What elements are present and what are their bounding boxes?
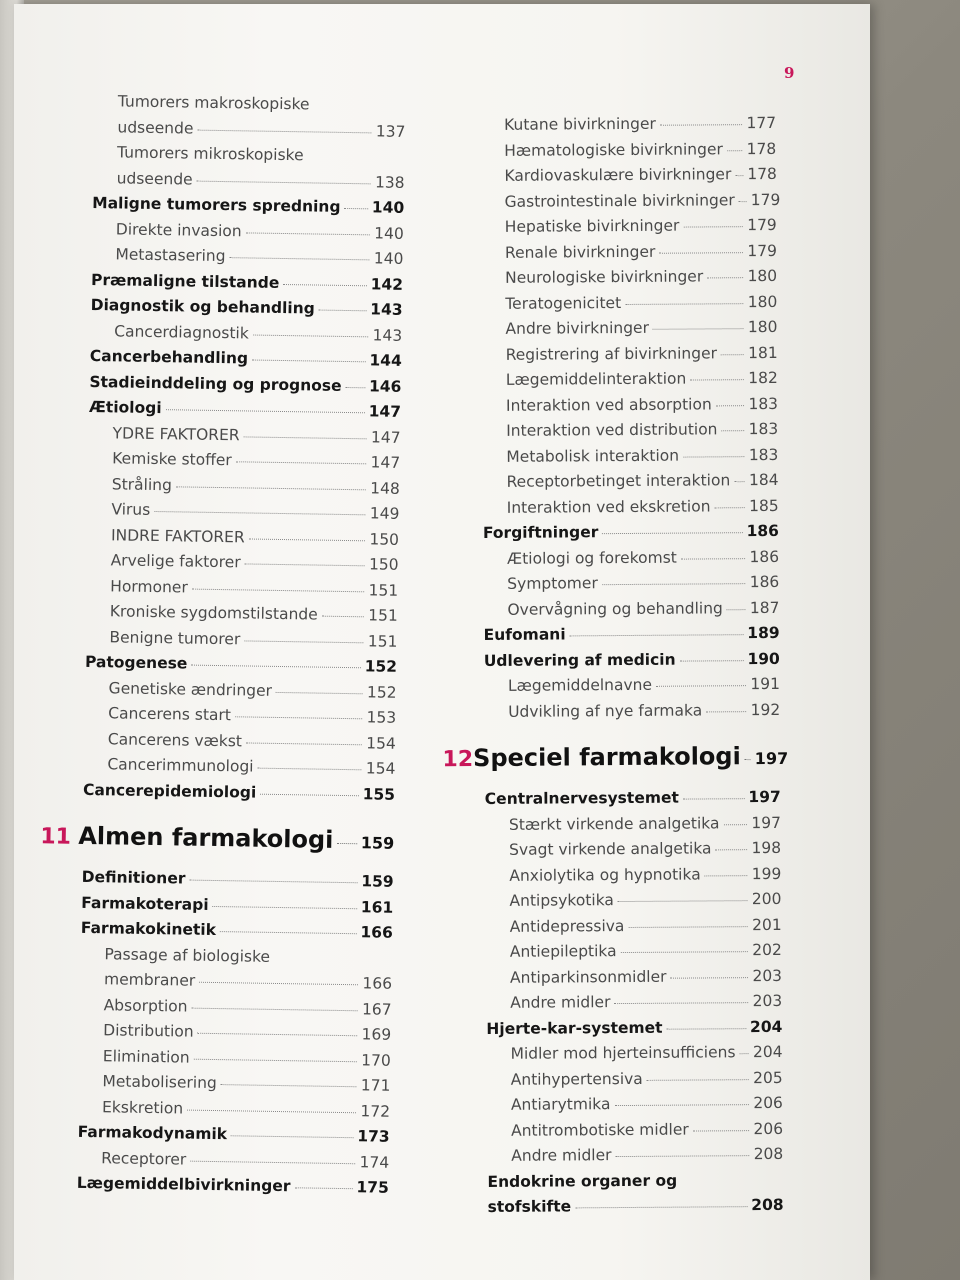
toc-page-number: 175: [356, 1178, 389, 1197]
toc-page-number: 152: [364, 657, 398, 676]
dot-leader: [706, 711, 746, 712]
toc-subsection: [485, 890, 781, 918]
toc-entry-wrapped-line: Endokrine organer og: [487, 1171, 678, 1191]
toc-label: Kardiovaskulære bivirkninger: [504, 165, 732, 185]
toc-label: Definitioner: [81, 867, 186, 888]
toc-subsection: [483, 496, 779, 524]
toc-label: Registrering af bivirkninger: [505, 343, 718, 364]
dot-leader: [213, 905, 357, 908]
chapter-title: Almen farmakologi: [78, 821, 334, 854]
toc-page-number: 171: [360, 1076, 391, 1095]
toc-label: membraner: [103, 970, 196, 990]
toc-label: Cancerens vækst: [107, 729, 243, 750]
toc-page-number: 186: [746, 521, 779, 541]
toc-page-number: 203: [752, 991, 783, 1011]
dot-leader: [625, 303, 744, 305]
dot-leader: [191, 665, 360, 669]
dot-leader: [621, 951, 749, 953]
dot-leader: [734, 481, 745, 482]
toc-subsection: [486, 941, 782, 969]
dot-leader: [199, 982, 358, 986]
toc-page-number: 199: [751, 864, 782, 883]
toc-subsection: [482, 420, 778, 448]
toc-page-number: 177: [746, 113, 777, 133]
toc-subsection: [480, 114, 776, 142]
toc-label: Interaktion ved ekskretion: [506, 496, 711, 517]
toc-label: Anxiolytika og hypnotika: [509, 864, 701, 885]
toc-label: Hæmatologiske bivirkninger: [504, 139, 723, 160]
toc-page-number: 202: [752, 940, 782, 960]
toc-entry-wrapped-line: Tumorers mikroskopiske: [116, 143, 304, 165]
toc-page-number: 140: [374, 223, 404, 243]
toc-label: Teratogenicitet: [505, 293, 622, 313]
dot-leader: [230, 257, 370, 260]
dot-leader: [258, 768, 362, 771]
toc-label: Antiparkinsonmidler: [509, 967, 667, 987]
dot-leader: [249, 538, 366, 541]
toc-label: Centralnervesystemet: [484, 788, 679, 808]
toc-label: Ætiologi: [88, 397, 162, 418]
toc-page-number: 138: [374, 172, 405, 192]
dot-leader: [189, 880, 357, 884]
toc-label: Diagnostik og behandling: [90, 295, 315, 318]
dot-leader: [735, 175, 743, 176]
dot-leader: [723, 824, 747, 825]
dot-leader: [739, 201, 747, 202]
toc-subsection: [486, 992, 782, 1020]
toc-section: [484, 624, 780, 652]
toc-page-number: 208: [751, 1195, 784, 1215]
dot-leader: [252, 360, 365, 363]
dot-leader: [602, 583, 746, 585]
dot-leader: [680, 660, 744, 661]
toc-page-number: 189: [747, 623, 780, 643]
toc-page-number: 183: [748, 445, 779, 464]
toc-page-number: 151: [368, 580, 399, 600]
toc-label: Antiarytmika: [510, 1095, 611, 1114]
toc-label: Patogenese: [84, 652, 188, 673]
toc-page-number: 206: [753, 1093, 783, 1113]
toc-section: [486, 1017, 782, 1045]
toc-label: Eufomani: [483, 625, 566, 644]
chapter-heading: [442, 742, 789, 788]
page-number: 9: [784, 64, 795, 82]
toc-label: Svagt virkende analgetika: [509, 839, 712, 859]
toc-page-number: 204: [749, 1017, 783, 1036]
toc-page-number: 201: [751, 915, 782, 934]
toc-label: Maligne tumorers spredning: [92, 193, 341, 216]
toc-label: Neurologiske bivirkninger: [505, 267, 704, 287]
toc-label: Arvelige faktorer: [110, 551, 241, 572]
toc-label: Virus: [111, 500, 151, 519]
toc-page-number: 182: [748, 368, 778, 388]
dot-leader: [570, 634, 744, 636]
dot-leader: [618, 900, 748, 902]
toc-page-number: 187: [749, 598, 780, 617]
toc-label: Receptorbetinget interaktion: [506, 471, 731, 491]
toc-page-number: 137: [375, 121, 406, 141]
toc-label: Benigne tumorer: [109, 627, 241, 648]
dot-leader: [276, 691, 363, 693]
dot-leader: [575, 1206, 747, 1208]
toc-subsection: [480, 165, 776, 193]
toc-page-number: 192: [750, 700, 781, 719]
toc-page-number: 151: [368, 606, 398, 625]
toc-page-number: 161: [360, 897, 394, 917]
dot-leader: [683, 226, 743, 227]
dot-leader: [614, 1104, 749, 1106]
toc-label: INDRE FAKTORER: [110, 525, 245, 546]
toc-entry-wrapped-line: Passage af biologiske: [104, 944, 271, 966]
dot-leader: [246, 742, 362, 745]
toc-label: Cancerepidemiologi: [82, 780, 257, 802]
toc-label: udseende: [117, 117, 194, 138]
toc-right-column: [442, 113, 789, 1224]
toc-label: Farmakokinetik: [80, 918, 217, 940]
chapter-page-number: 159: [360, 833, 395, 853]
toc-page-number: 150: [368, 555, 399, 574]
toc-page-number: 143: [372, 325, 403, 345]
toc-section: [488, 1196, 784, 1224]
toc-label: Stadieinddeling og prognose: [89, 372, 342, 395]
chapter-title: Speciel farmakologi: [473, 742, 741, 773]
toc-page-number: 206: [753, 1119, 784, 1138]
toc-label: Absorption: [103, 995, 188, 1016]
dot-leader: [236, 461, 367, 464]
toc-section: [77, 1174, 389, 1204]
toc-subsection: [482, 369, 778, 397]
toc-page-number: 181: [748, 343, 778, 362]
toc-label: Stærkt virkende analgetika: [508, 813, 720, 834]
toc-page-number: 166: [360, 923, 393, 942]
dot-leader: [198, 1033, 358, 1037]
dot-leader: [681, 558, 746, 559]
toc-subsection: [481, 241, 777, 269]
toc-subsection: [486, 1043, 782, 1071]
toc-label: Udlevering af medicin: [483, 650, 676, 670]
toc-page-number: 151: [367, 631, 398, 651]
dot-leader: [715, 507, 746, 508]
toc-page-number: 205: [753, 1068, 783, 1087]
toc-label: Renale bivirkninger: [504, 242, 656, 262]
dot-leader: [166, 409, 365, 413]
dot-leader: [716, 405, 745, 406]
dot-leader: [683, 456, 745, 457]
dot-leader: [197, 180, 371, 184]
dot-leader: [319, 310, 366, 312]
dot-leader: [660, 124, 743, 126]
toc-label: Interaktion ved distribution: [506, 420, 718, 440]
toc-page-number: 172: [360, 1101, 391, 1121]
toc-label: Antipsykotika: [509, 891, 614, 910]
dot-leader: [197, 129, 371, 133]
toc-subsection: [487, 1068, 783, 1096]
toc-label: Lægemiddelnavne: [507, 675, 653, 695]
toc-label: Hjerte-kar-systemet: [486, 1018, 663, 1038]
toc-page-number: 159: [361, 872, 394, 891]
dot-leader: [670, 977, 748, 979]
dot-leader: [192, 1007, 358, 1011]
toc-page-number: 153: [366, 708, 397, 727]
toc-label: Cancerimmunologi: [107, 755, 254, 776]
dot-leader: [683, 798, 745, 799]
dot-leader: [614, 1002, 748, 1004]
toc-page-number: 180: [747, 266, 778, 286]
toc-page-number: 174: [359, 1152, 390, 1172]
toc-page-number: 155: [362, 784, 396, 804]
toc-subsection: [482, 343, 778, 371]
toc-subsection: [485, 864, 781, 892]
dot-leader: [721, 354, 744, 355]
dot-leader: [693, 1130, 750, 1131]
toc-page-number: 186: [749, 547, 780, 566]
toc-page-number: 152: [366, 682, 397, 702]
toc-subsection: [482, 394, 778, 422]
toc-page-number: 167: [361, 999, 392, 1019]
dot-leader: [154, 511, 366, 515]
dot-leader: [707, 277, 743, 278]
toc-page-number: 166: [362, 974, 393, 993]
toc-page-number: 146: [368, 376, 402, 396]
toc-label: Direkte invasion: [115, 219, 242, 240]
toc-subsection: [482, 471, 778, 499]
toc-subsection: [486, 915, 782, 943]
toc-page-number: 179: [747, 241, 778, 260]
toc-subsection: [486, 966, 782, 994]
toc-label: udseende: [116, 168, 193, 189]
toc-subsection: [487, 1094, 783, 1122]
toc-label: Antidepressiva: [509, 916, 625, 936]
toc-label: Genetiske ændringer: [108, 678, 273, 700]
toc-label: YDRE FAKTORER: [112, 423, 240, 444]
chapter-page-number: 197: [754, 748, 789, 769]
toc-label: Andre midler: [511, 1146, 612, 1165]
toc-label: Receptorer: [101, 1148, 187, 1169]
dot-leader: [176, 486, 366, 490]
dot-leader: [294, 1187, 352, 1189]
dot-leader: [628, 926, 748, 928]
toc-label: Farmakodynamik: [77, 1122, 228, 1144]
toc-label: Udvikling af nye farmaka: [508, 700, 703, 721]
toc-label: Andre midler: [510, 993, 611, 1012]
toc-subsection: [481, 267, 777, 295]
dot-leader: [615, 1155, 749, 1157]
toc-page-number: 144: [369, 351, 402, 370]
toc-page-number: 140: [373, 249, 404, 268]
chapter-number: 11: [40, 824, 72, 850]
dot-leader: [602, 532, 742, 534]
toc-label: Lægemiddelinteraktion: [505, 369, 687, 389]
toc-label: Ekskretion: [101, 1097, 184, 1118]
toc-page-number: 154: [365, 759, 396, 778]
toc-page-number: 180: [747, 317, 778, 337]
toc-page-number: 197: [748, 787, 781, 807]
toc-page-number: 184: [748, 470, 779, 490]
dot-leader: [220, 931, 356, 934]
toc-page-number: 185: [749, 496, 779, 515]
toc-subsection: [481, 216, 777, 244]
toc-page-number: 204: [752, 1042, 783, 1062]
book-page: [14, 4, 870, 1280]
toc-page-number: 142: [370, 274, 404, 294]
dot-leader: [253, 334, 369, 337]
toc-page-number: 200: [751, 889, 782, 909]
toc-label: Overvågning og behandling: [507, 598, 723, 619]
toc-subsection: [483, 573, 779, 601]
toc-label: Metastasering: [115, 245, 226, 266]
chapter-heading: [40, 821, 395, 871]
toc-subsection: [481, 190, 781, 218]
toc-subsection: [487, 1145, 783, 1173]
toc-page-number: 150: [369, 529, 400, 549]
dot-leader: [337, 843, 356, 844]
toc-label: Symptomer: [507, 574, 598, 593]
toc-page-number: 180: [747, 292, 778, 311]
dot-leader: [194, 1058, 358, 1062]
toc-page-number: 170: [361, 1050, 391, 1070]
toc-subsection: [480, 139, 776, 167]
toc-page-number: 183: [748, 394, 779, 413]
toc-page-number: 154: [366, 733, 396, 753]
toc-page-number: 186: [749, 572, 780, 592]
dot-leader: [244, 640, 364, 643]
toc-page-number: 178: [747, 164, 777, 184]
dot-leader: [705, 875, 748, 876]
toc-page-number: 178: [746, 139, 777, 158]
toc-page-number: 169: [361, 1025, 392, 1044]
toc-label: Cancerbehandling: [89, 346, 249, 368]
toc-entry-wrapped-line: Tumorers makroskopiske: [117, 92, 310, 114]
toc-subsection: [485, 839, 781, 867]
dot-leader: [690, 379, 744, 380]
toc-subsection: [485, 813, 781, 841]
toc-section: [483, 522, 779, 550]
toc-label: Metabolisering: [102, 1072, 217, 1093]
dot-leader: [647, 1079, 749, 1081]
toc-label: Antihypertensiva: [510, 1069, 643, 1089]
toc-subsection: [483, 598, 779, 626]
toc-label: Elimination: [102, 1046, 190, 1067]
dot-leader: [346, 386, 365, 387]
chapter-number: 12: [442, 747, 474, 773]
dot-leader: [246, 232, 371, 235]
toc-page-number: 208: [753, 1144, 784, 1164]
toc-section: [83, 780, 395, 810]
toc-label: Antiepileptika: [509, 942, 617, 961]
dot-leader: [727, 609, 746, 610]
dot-leader: [187, 1109, 356, 1113]
toc-page-number: 143: [370, 300, 403, 319]
toc-page-number: 173: [357, 1127, 390, 1146]
toc-page-number: 203: [752, 966, 783, 985]
toc-section: [484, 649, 780, 677]
toc-subsection: [484, 700, 780, 728]
toc-page-number: 198: [751, 838, 782, 858]
toc-page-number: 190: [747, 649, 780, 668]
toc-label: Distribution: [103, 1021, 194, 1041]
toc-label: Farmakoterapi: [81, 893, 209, 914]
dot-leader: [235, 716, 363, 719]
dot-leader: [192, 588, 365, 592]
dot-leader: [344, 208, 367, 209]
toc-page-number: 147: [368, 402, 402, 421]
dot-leader: [231, 1135, 353, 1138]
toc-page-number: 179: [747, 215, 777, 235]
dot-leader: [716, 849, 748, 850]
toc-page-number: 147: [370, 427, 401, 447]
toc-page-number: 197: [751, 813, 782, 832]
dot-leader: [727, 150, 743, 151]
dot-leader: [667, 1028, 746, 1030]
toc-label: Antitrombotiske midler: [511, 1120, 689, 1140]
toc-page-number: 147: [370, 453, 401, 472]
toc-label: Kutane bivirkninger: [503, 114, 656, 134]
dot-leader: [260, 793, 358, 796]
dot-leader: [244, 436, 367, 439]
toc-subsection: [487, 1119, 783, 1147]
toc-label: Forgiftninger: [482, 523, 599, 542]
toc-label: Gastrointestinale bivirkninger: [504, 190, 735, 211]
toc-section: [485, 788, 781, 816]
dot-leader: [283, 283, 366, 285]
dot-leader: [245, 563, 365, 566]
toc-page-number: 191: [750, 674, 781, 694]
toc-label: Hepatiske bivirkninger: [504, 216, 680, 236]
toc-label: Ætiologi og forekomst: [507, 548, 677, 568]
dot-leader: [322, 616, 365, 618]
toc-label: Hormoner: [110, 576, 188, 597]
toc-page-number: 179: [750, 190, 781, 209]
toc-page-number: 149: [369, 504, 400, 523]
dot-leader: [656, 685, 746, 687]
toc-label: Kemiske stoffer: [112, 449, 232, 470]
toc-subsection: [484, 675, 780, 703]
toc-label: stofskifte: [487, 1197, 572, 1216]
toc-label: Stråling: [111, 474, 173, 494]
toc-subsection: [481, 292, 777, 320]
toc-label: Metabolisk interaktion: [506, 446, 680, 466]
dot-leader: [721, 430, 744, 431]
toc-left-column: [40, 92, 406, 1204]
toc-label: Cancerens start: [108, 704, 232, 725]
toc-page-number: 183: [748, 419, 779, 439]
dot-leader: [745, 759, 751, 760]
toc-label: Præmaligne tilstande: [90, 270, 280, 292]
dot-leader: [659, 252, 743, 254]
toc-subsection: [482, 445, 778, 473]
toc-subsection: [483, 547, 779, 575]
dot-leader: [740, 1053, 749, 1054]
toc-subsection: [481, 318, 777, 346]
toc-label: Andre bivirkninger: [505, 318, 649, 338]
toc-page-number: 148: [370, 478, 400, 498]
toc-label: Lægemiddelbivirkninger: [76, 1173, 291, 1196]
toc-page-number: 140: [371, 198, 405, 217]
dot-leader: [653, 328, 744, 330]
toc-label: Interaktion ved absorption: [505, 394, 712, 415]
dot-leader: [190, 1160, 355, 1164]
toc-label: Cancerdiagnostik: [114, 321, 249, 342]
toc-label: Kroniske sygdomstilstande: [109, 602, 318, 624]
dot-leader: [221, 1084, 357, 1087]
toc-label: Midler mod hjerteinsufficiens: [510, 1043, 736, 1063]
